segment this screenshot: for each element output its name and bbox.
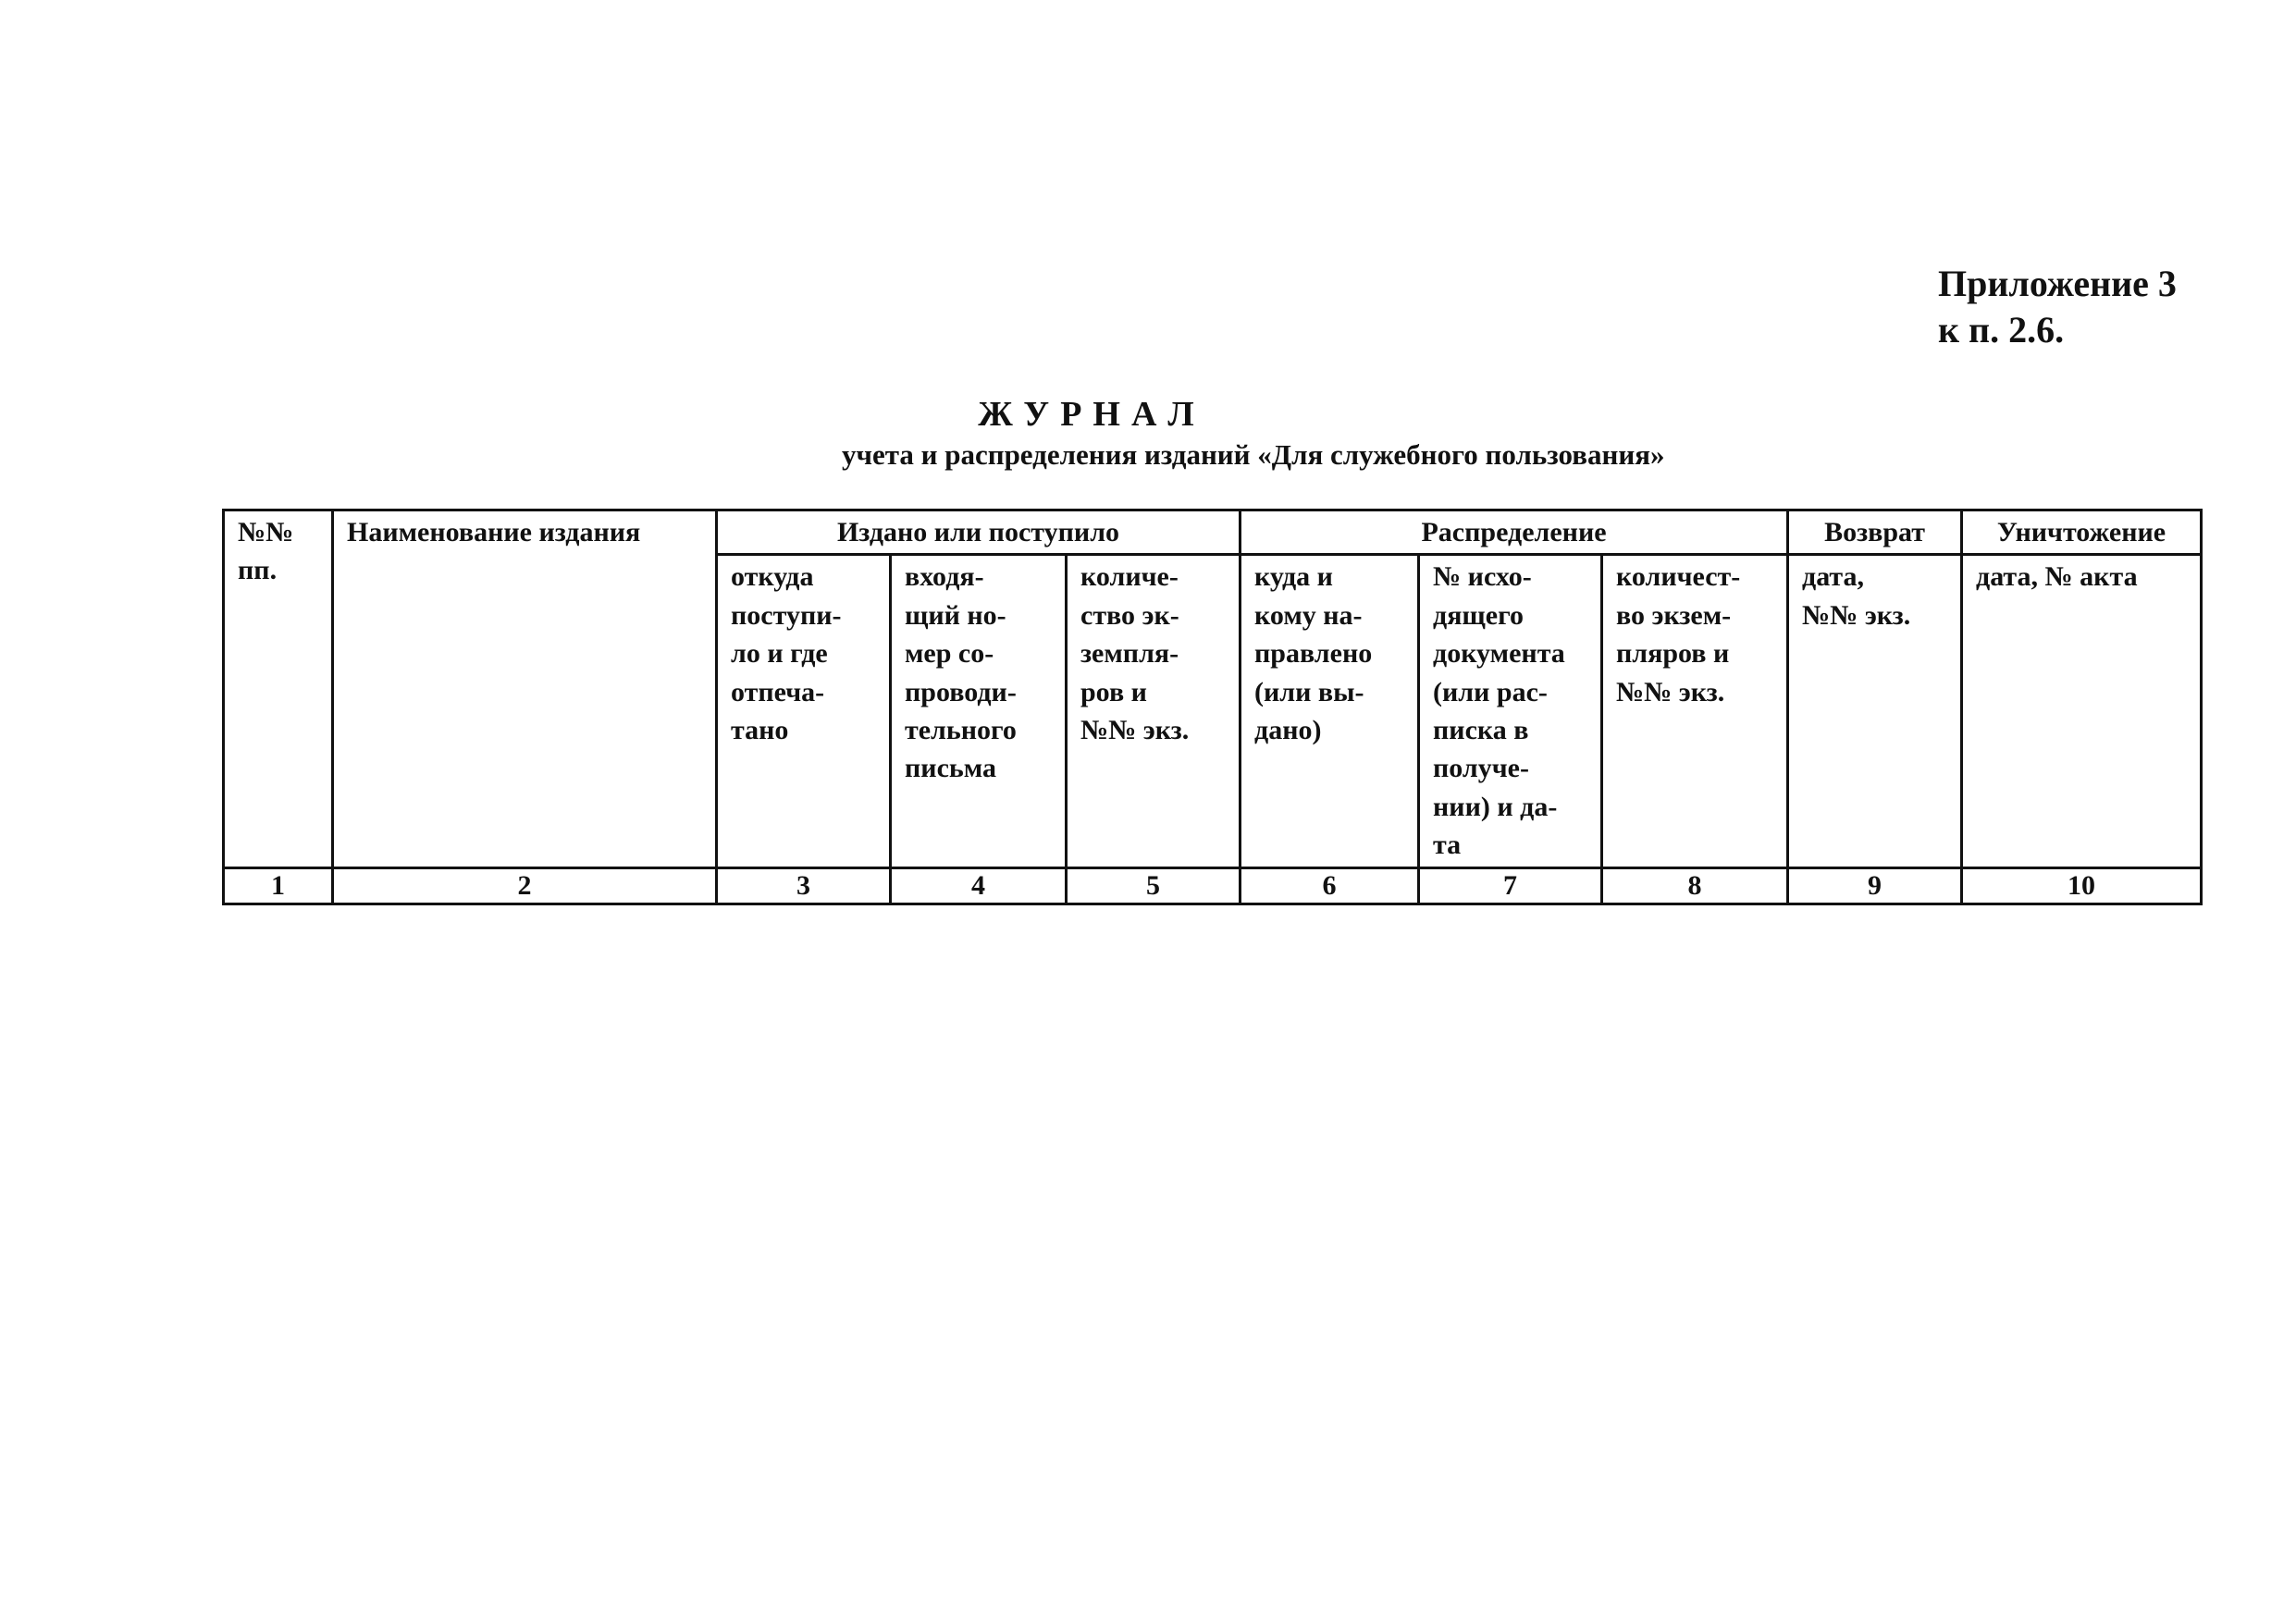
document-subtitle: учета и распределения изданий «Для служебного пользования»	[842, 438, 1665, 471]
group-destruction-header: Уничтожение	[1962, 510, 2202, 555]
sub-where-header: куда и кому на- правлено (или вы- дано)	[1241, 555, 1419, 867]
sub-return-header: дата, №№ экз.	[1788, 555, 1962, 867]
sub-quantity-header: количе- ство эк- земпля- ров и №№ экз.	[1067, 555, 1241, 867]
column-numbers-row	[224, 867, 2202, 904]
document-title: ЖУРНАЛ	[978, 395, 1205, 434]
column-number-cell: 5	[1067, 867, 1241, 904]
sub-copies-header: количест- во экзем- пляров и №№ экз.	[1602, 555, 1788, 867]
column-number-cell: 1	[224, 867, 333, 904]
column-number-cell: 6	[1241, 867, 1419, 904]
column-number-cell: 7	[1419, 867, 1602, 904]
col-number-header: №№ пп.	[224, 510, 333, 868]
header-row	[224, 510, 2202, 555]
appendix-reference	[1938, 261, 2177, 353]
sub-destruction-header: дата, № акта	[1962, 555, 2202, 867]
sub-incoming-header: входя- щий но- мер со- проводи- тельного письма	[891, 555, 1067, 867]
col-name-header: Наименование издания	[333, 510, 717, 868]
group-issued-header: Издано или поступило	[717, 510, 1241, 555]
group-distribution-header: Распределение	[1241, 510, 1788, 555]
appendix-paragraph: к п. 2.6.	[1938, 309, 2065, 350]
column-number-cell: 2	[333, 867, 717, 904]
appendix-number: Приложение 3	[1938, 263, 2177, 304]
column-number-cell: 3	[717, 867, 891, 904]
group-return-header: Возврат	[1788, 510, 1962, 555]
column-number-cell: 10	[1962, 867, 2202, 904]
column-number-cell: 9	[1788, 867, 1962, 904]
sub-outgoing-header: № исхо- дящего документа (или рас- писка в получе- нии) и да- та	[1419, 555, 1602, 867]
sub-from-header: откуда поступи- ло и где отпеча- тано	[717, 555, 891, 867]
column-number-cell: 4	[891, 867, 1067, 904]
journal-table	[222, 509, 2203, 905]
column-number-cell: 8	[1602, 867, 1788, 904]
